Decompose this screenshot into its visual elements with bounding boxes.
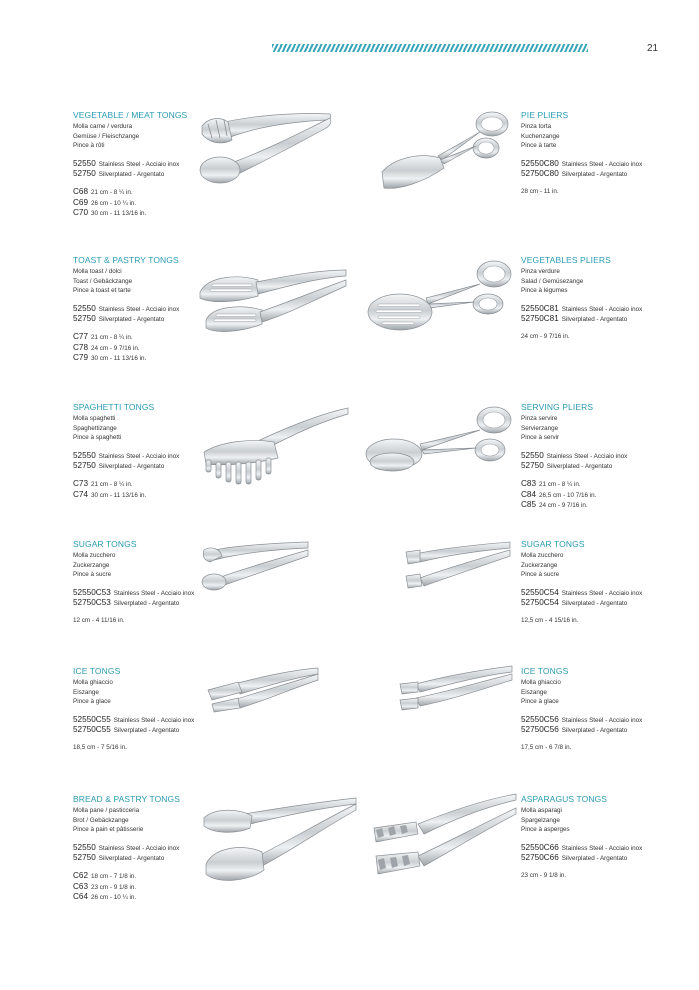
size-value: 26 cm - 10 ¼ in. [91, 894, 137, 902]
section-ice-tongs-c56 [521, 666, 699, 753]
size-value: 18 cm - 7 1/8 in. [91, 872, 137, 880]
product-code: 52750C53 [73, 598, 111, 608]
toast-pastry-tongs-image [198, 262, 348, 342]
section-subtitle: Spaghettizange [73, 424, 117, 432]
size-code: C73 [73, 478, 89, 488]
material-description: Silverplated - Argentato [561, 171, 628, 179]
size-code: C84 [521, 489, 537, 499]
product-code-row [521, 314, 699, 325]
material-description: Silverplated - Argentato [561, 855, 628, 863]
size-row [521, 490, 699, 501]
section-subtitle: Kuchenzange [521, 132, 560, 140]
product-code-row [521, 588, 699, 599]
size-value: 17,5 cm - 6 7/8 in. [521, 743, 572, 751]
size-value: 12,5 cm - 4 15/16 in. [521, 616, 579, 624]
product-code: 52550 [73, 450, 96, 460]
section-title: SERVING PLIERS [521, 402, 594, 412]
section-subtitle: Molla pane / pasticceria [73, 807, 140, 814]
section-subtitle: Spargelzange [521, 816, 560, 824]
size-list [73, 743, 253, 753]
size-row [73, 743, 253, 753]
product-codes [521, 843, 699, 864]
product-code: 52750 [521, 461, 544, 471]
ice-tongs-c56-image [396, 662, 514, 718]
section-title: SUGAR TONGS [73, 539, 137, 549]
size-value: 24 cm - 9 7/16 in. [91, 344, 140, 352]
section-subtitle: Eiszange [521, 688, 547, 696]
section-subtitle: Pince à glace [73, 698, 111, 706]
section-subtitle: Molla zucchero [73, 552, 116, 559]
section-subtitle: Molla asparagi [521, 807, 562, 814]
section-title: ASPARAGUS TONGS [521, 794, 608, 804]
size-row [521, 616, 699, 626]
section-subtitle: Molla spaghetti [73, 415, 116, 422]
size-code: C83 [521, 478, 537, 488]
size-list [521, 187, 699, 197]
size-value: 30 cm - 11 13/16 in. [91, 491, 147, 499]
product-code-row [521, 853, 699, 864]
size-row [521, 332, 699, 342]
section-subtitle: Servierzange [521, 424, 559, 432]
section-subtitle: Eiszange [73, 688, 99, 696]
section-subtitle: Molla toast / dolci [73, 268, 122, 275]
material-description: Silverplated - Argentato [98, 171, 165, 179]
size-list [521, 616, 699, 626]
section-subtitle: Pince à servir [521, 434, 560, 442]
size-row [521, 871, 699, 881]
size-value: 30 cm - 11 13/16 in. [91, 210, 147, 218]
section-subtitle: Zuckerzange [521, 561, 558, 569]
product-code: 52750C66 [521, 853, 559, 863]
section-subtitle: Pince à toast et tarte [73, 287, 131, 295]
product-code-row [521, 159, 699, 170]
size-value: 26,5 cm - 10 7/16 in. [539, 491, 597, 499]
material-description: Silverplated - Argentato [98, 316, 165, 324]
size-code: C70 [73, 208, 89, 218]
size-value: 21 cm - 8 ¼ in. [91, 333, 133, 341]
product-code-row [521, 461, 699, 472]
product-code: 52750 [73, 461, 96, 471]
section-title: BREAD & PASTRY TONGS [73, 794, 181, 804]
product-code-row [73, 715, 253, 726]
size-value: 23 cm - 9 1/8 in. [91, 883, 137, 891]
material-description: Silverplated - Argentato [113, 600, 180, 608]
material-description: Silverplated - Argentato [561, 316, 628, 324]
size-value: 21 cm - 8 ¼ in. [539, 480, 581, 488]
product-code: 52550C81 [521, 303, 559, 313]
section-subtitle: Toast / Gebäckzange [73, 277, 133, 285]
size-value: 23 cm - 9 1/8 in. [521, 871, 567, 879]
section-subtitle: Molla ghiaccio [521, 679, 561, 686]
size-code: C64 [73, 892, 89, 902]
size-row [73, 343, 253, 354]
section-subtitle: Zuckerzange [73, 561, 110, 569]
asparagus-tongs-image [368, 790, 518, 886]
section-subtitle: Pince à spaghetti [73, 434, 122, 442]
section-title: PIE PLIERS [521, 110, 569, 120]
product-code: 52550C53 [73, 587, 111, 597]
section-subtitle: Pince à sucre [521, 571, 560, 579]
product-code-row [521, 451, 699, 462]
size-row [73, 208, 253, 219]
section-subtitle: Pince à rôti [73, 142, 105, 150]
product-code-row [521, 843, 699, 854]
size-code: C85 [521, 500, 537, 510]
size-code: C74 [73, 489, 89, 499]
section-subtitle: Pince à tarte [521, 142, 557, 150]
material-description: Silverplated - Argentato [98, 463, 165, 471]
header-hatch-bar [272, 44, 588, 52]
section-subtitle: Pince à sucre [73, 571, 112, 579]
size-row [521, 187, 699, 197]
size-value: 28 cm - 11 in. [521, 187, 559, 195]
size-code: C63 [73, 881, 89, 891]
product-code: 52750C55 [73, 725, 111, 735]
size-code: C79 [73, 353, 89, 363]
material-description: Stainless Steel - Acciaio inox [561, 589, 643, 597]
product-code: 52550C80 [521, 158, 559, 168]
material-description: Stainless Steel - Acciaio inox [561, 160, 643, 168]
product-codes [521, 451, 699, 472]
size-list [521, 479, 699, 511]
section-subtitle: Pince à pain et pâtisserie [73, 826, 144, 834]
section-title: VEGETABLE / MEAT TONGS [73, 110, 188, 120]
product-code: 52550 [73, 842, 96, 852]
section-sugar-tongs-c54 [521, 539, 699, 626]
size-code: C69 [73, 197, 89, 207]
product-code: 52550C55 [73, 714, 111, 724]
spaghetti-tongs-image [200, 402, 350, 496]
size-value: 30 cm - 11 13/16 in. [91, 355, 147, 363]
product-code: 52550 [521, 450, 544, 460]
material-description: Stainless Steel - Acciaio inox [98, 452, 180, 460]
section-subtitle: Brot / Gebäckzange [73, 816, 129, 824]
size-value: 12 cm - 4 11/16 in. [73, 616, 125, 624]
product-codes [521, 159, 699, 180]
size-row [521, 743, 699, 753]
size-row [521, 479, 699, 490]
product-code: 52750 [73, 853, 96, 863]
size-list [73, 616, 253, 626]
section-subtitle: Pince à légumes [521, 287, 568, 295]
material-description: Silverplated - Argentato [98, 855, 165, 863]
section-vegetables-pliers [521, 255, 699, 342]
material-description: Silverplated - Argentato [113, 727, 180, 735]
material-description: Stainless Steel - Acciaio inox [113, 716, 195, 724]
material-description: Stainless Steel - Acciaio inox [561, 305, 643, 313]
product-code: 52750 [73, 314, 96, 324]
product-code: 52550C54 [521, 587, 559, 597]
product-codes [521, 304, 699, 325]
section-subtitle: Molla ghiaccio [73, 679, 113, 686]
section-title: ICE TONGS [73, 666, 121, 676]
size-code: C78 [73, 342, 89, 352]
vegetable-meat-tongs-image [198, 104, 338, 194]
size-value: 24 cm - 9 7/16 in. [521, 332, 570, 340]
size-list [521, 743, 699, 753]
product-code-row [521, 304, 699, 315]
product-code-row [521, 725, 699, 736]
product-codes [73, 715, 253, 736]
page-number: 21 [647, 43, 659, 54]
size-row [73, 198, 253, 209]
material-description: Stainless Steel - Acciaio inox [561, 716, 643, 724]
size-value: 21 cm - 8 ¼ in. [91, 188, 133, 196]
sugar-tongs-c53-image [200, 538, 312, 594]
product-code: 52550C56 [521, 714, 559, 724]
section-title: SPAGHETTI TONGS [73, 402, 155, 412]
product-code-row [73, 598, 253, 609]
size-code: C62 [73, 870, 89, 880]
section-subtitle: Molla carne / verdura [73, 123, 133, 130]
serving-pliers-image [364, 402, 514, 492]
size-row [73, 616, 253, 626]
size-value: 21 cm - 8 ¼ in. [91, 480, 133, 488]
section-pie-pliers [521, 110, 699, 197]
product-code: 52550 [73, 158, 96, 168]
product-code: 52750C56 [521, 725, 559, 735]
material-description: Stainless Steel - Acciaio inox [98, 844, 180, 852]
product-code-row [521, 169, 699, 180]
sugar-tongs-c54-image [402, 538, 514, 594]
product-code-row [73, 725, 253, 736]
section-serving-pliers [521, 402, 699, 511]
size-value: 26 cm - 10 ¼ in. [91, 199, 137, 207]
vegetables-pliers-image [356, 256, 516, 356]
product-code-row [521, 715, 699, 726]
product-codes [521, 715, 699, 736]
material-description: Stainless Steel - Acciaio inox [113, 589, 195, 597]
section-subtitle: Gemüse / Fleischzange [73, 132, 140, 140]
size-row [73, 892, 253, 903]
ice-tongs-c55-image [204, 664, 320, 714]
section-subtitle: Molla zucchero [521, 552, 564, 559]
material-description: Stainless Steel - Acciaio inox [561, 844, 643, 852]
section-title: VEGETABLES PLIERS [521, 255, 611, 265]
product-code: 52750 [73, 169, 96, 179]
size-value: 18,5 cm - 7 5/16 in. [73, 743, 127, 751]
product-code-row [521, 598, 699, 609]
size-value: 24 cm - 9 7/16 in. [539, 502, 588, 510]
size-row [521, 500, 699, 511]
section-title: ICE TONGS [521, 666, 569, 676]
section-title: SUGAR TONGS [521, 539, 585, 549]
size-list [521, 332, 699, 342]
product-code: 52750C81 [521, 314, 559, 324]
section-subtitle: Pinza torta [521, 123, 552, 130]
size-list [521, 871, 699, 881]
product-code: 52550C66 [521, 842, 559, 852]
material-description: Stainless Steel - Acciaio inox [98, 160, 180, 168]
product-code: 52550 [73, 303, 96, 313]
product-codes [521, 588, 699, 609]
section-subtitle: Pince à glace [521, 698, 559, 706]
product-code: 52750C54 [521, 598, 559, 608]
bread-pastry-tongs-image [200, 794, 360, 890]
section-subtitle: Pinza servire [521, 415, 558, 422]
section-subtitle: Salad / Gemüsezange [521, 277, 584, 285]
material-description: Silverplated - Argentato [546, 463, 613, 471]
product-code: 52750C80 [521, 169, 559, 179]
section-subtitle: Pince à asperges [521, 826, 570, 834]
size-code: C77 [73, 331, 89, 341]
section-asparagus-tongs [521, 794, 699, 881]
material-description: Silverplated - Argentato [561, 727, 628, 735]
section-title: TOAST & PASTRY TONGS [73, 255, 179, 265]
size-row [73, 353, 253, 364]
material-description: Stainless Steel - Acciaio inox [546, 452, 628, 460]
pie-pliers-image [380, 106, 512, 206]
material-description: Stainless Steel - Acciaio inox [98, 305, 180, 313]
material-description: Silverplated - Argentato [561, 600, 628, 608]
section-subtitle: Pinza verdure [521, 268, 560, 275]
size-code: C68 [73, 186, 89, 196]
